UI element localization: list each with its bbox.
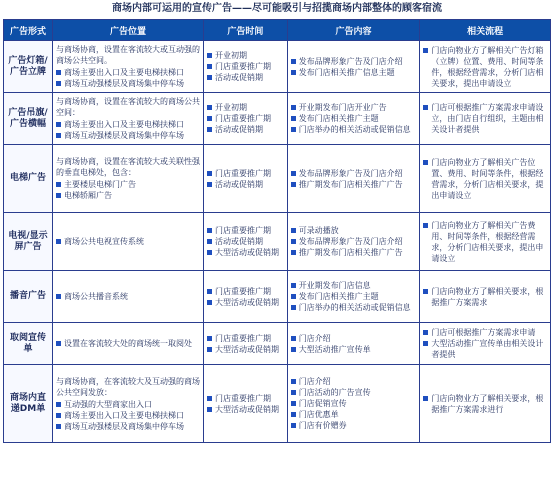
list-item: 发布门店相关推广主题 [291, 113, 417, 124]
content-list [291, 56, 417, 78]
ad-content-cell [287, 213, 420, 271]
list-item: 门店举办的相关活动或促销信息 [291, 124, 417, 135]
ad-content-cell [287, 365, 420, 443]
list-item: 门店重要推广期 [207, 113, 284, 124]
header-flow: 相关流程 [420, 20, 551, 41]
ad-time-cell [204, 213, 288, 271]
list-item: 门店重要推广期 [207, 333, 284, 344]
list-item: 门店向物业方了解相关广告灯箱（立牌）位置、费用、时间等条件，根据经营需求，分析门店相关要求，提出申请设立 [423, 45, 547, 89]
ad-flow-cell [420, 271, 551, 323]
list-item: 活动或促销期 [207, 179, 284, 190]
ad-form-cell: 取阅宣传单 [4, 323, 53, 365]
ad-flow-cell [420, 145, 551, 213]
header-time: 广告时间 [204, 20, 288, 41]
position-list [56, 119, 200, 141]
list-item: 大型活动或促销期 [207, 247, 284, 258]
list-item: 门店向物业方了解相关广告费用、时间等条件，根据经营需求，分析门店相关要求，提出申请设立 [423, 220, 547, 264]
table-row [4, 145, 551, 213]
ad-content-cell [287, 323, 420, 365]
list-item: 大型活动推广宣传单由相关设计者提供 [423, 338, 547, 360]
list-item: 门店优惠单 [291, 409, 417, 420]
list-item: 商场主要出入口及主要电梯扶梯口 [56, 410, 200, 421]
content-list [291, 333, 417, 355]
list-item: 开业初期 [207, 50, 284, 61]
list-item: 互动强的大型商家出入口 [56, 399, 200, 410]
table-row [4, 323, 551, 365]
list-item: 发布品牌形象广告及门店介绍 [291, 236, 417, 247]
list-item: 发布门店相关推广信息主题 [291, 67, 417, 78]
content-list [291, 225, 417, 258]
position-list [56, 236, 200, 247]
time-list [207, 286, 284, 308]
list-item: 门店向物业方了解相关要求，根据推广方案需求进行 [423, 393, 547, 415]
list-item: 开业期发布门店开业广告 [291, 102, 417, 113]
list-item: 开业初期 [207, 102, 284, 113]
time-list [207, 393, 284, 415]
list-item: 大型活动或促销期 [207, 297, 284, 308]
list-item: 大型活动推广宣传单 [291, 344, 417, 355]
position-note: 与商场协商，设置在客流较大的商场公共空间： [55, 97, 200, 117]
position-list [56, 338, 200, 349]
list-item: 门店可根据推广方案需求申请 [423, 327, 547, 338]
list-item: 活动或促销期 [207, 236, 284, 247]
list-item: 门店重要推广期 [207, 61, 284, 72]
ad-time-cell [204, 323, 288, 365]
list-item: 主要楼层电梯门广告 [56, 179, 200, 190]
flow-list [423, 157, 547, 201]
list-item: 门店活动的广告宣传 [291, 387, 417, 398]
content-list [291, 280, 417, 313]
position-list [56, 67, 200, 89]
content-list [291, 376, 417, 431]
header-form: 广告形式 [4, 20, 53, 41]
list-item: 门店促销宣传 [291, 398, 417, 409]
table-row [4, 41, 551, 93]
list-item: 商场主要出入口及主要电梯扶梯口 [56, 119, 200, 130]
list-item: 发布品牌形象广告及门店介绍 [291, 56, 417, 67]
list-item: 商场互动强楼层及商场集中停车场 [56, 130, 200, 141]
ad-position-cell [52, 145, 203, 213]
header-content: 广告内容 [287, 20, 420, 41]
list-item: 商场公共电视宣传系统 [56, 236, 200, 247]
ad-flow-cell [420, 365, 551, 443]
ad-position-cell [52, 365, 203, 443]
ad-time-cell [204, 145, 288, 213]
ad-time-cell [204, 41, 288, 93]
ad-flow-cell [420, 93, 551, 145]
header-position: 广告位置 [52, 20, 203, 41]
flow-list [423, 286, 547, 308]
ad-form-cell: 广告吊旗/广告横幅 [4, 93, 53, 145]
list-item: 开业期发布门店信息 [291, 280, 417, 291]
list-item: 门店举办的相关活动或促销信息 [291, 302, 417, 313]
position-list [56, 399, 200, 432]
list-item: 商场互动强楼层及商场集中停车场 [56, 421, 200, 432]
time-list [207, 102, 284, 135]
ad-form-cell: 电梯广告 [4, 145, 53, 213]
ad-content-cell [287, 271, 420, 323]
list-item: 发布品牌形象广告及门店介绍 [291, 168, 417, 179]
ad-flow-cell [420, 213, 551, 271]
flow-list [423, 327, 547, 360]
ad-time-cell [204, 271, 288, 323]
flow-list [423, 102, 547, 135]
list-item: 门店重要推广期 [207, 393, 284, 404]
list-item: 门店向物业方了解相关要求，根据推广方案需求 [423, 286, 547, 308]
list-item: 门店重要推广期 [207, 168, 284, 179]
list-item: 大型活动或促销期 [207, 344, 284, 355]
ad-form-cell: 电视/显示屏广告 [4, 213, 53, 271]
flow-list [423, 45, 547, 89]
time-list [207, 225, 284, 258]
header-row [4, 20, 551, 41]
ad-content-cell [287, 93, 420, 145]
ad-form-cell: 广告灯箱/广告立牌 [4, 41, 53, 93]
position-list [56, 291, 200, 302]
ad-position-cell [52, 93, 203, 145]
time-list [207, 50, 284, 83]
list-item: 活动或促销期 [207, 72, 284, 83]
ad-content-cell [287, 145, 420, 213]
ad-position-cell [52, 41, 203, 93]
list-item: 门店介绍 [291, 376, 417, 387]
ad-position-cell [52, 323, 203, 365]
ad-position-cell [52, 271, 203, 323]
ad-position-cell [52, 213, 203, 271]
list-item: 商场互动强楼层及商场集中停车场 [56, 78, 200, 89]
ad-flow-cell [420, 41, 551, 93]
time-list [207, 333, 284, 355]
ad-form-cell: 播音广告 [4, 271, 53, 323]
list-item: 门店可根据推广方案需求申请设立，由门店自行组织，主题由相关设计者提供 [423, 102, 547, 135]
list-item: 商场公共播音系统 [56, 291, 200, 302]
list-item: 推广期发布门店相关推广广告 [291, 247, 417, 258]
list-item: 推广期发布门店相关推广广告 [291, 179, 417, 190]
position-note: 与商场协商，设置在客流较大或关联性强的垂直电梯处，包含： [55, 157, 200, 177]
list-item: 设置在客流较大处的商场统一取阅处 [56, 338, 200, 349]
list-item: 门店有价赠券 [291, 420, 417, 431]
ad-time-cell [204, 365, 288, 443]
list-item: 活动或促销期 [207, 124, 284, 135]
position-list [56, 179, 200, 201]
time-list [207, 168, 284, 190]
table-row [4, 213, 551, 271]
list-item: 门店向物业方了解相关广告位置、费用、时间等条件，根据经营需求，分析门店相关要求，提出申请设立 [423, 157, 547, 201]
flow-list [423, 220, 547, 264]
position-note: 与商场协商，设置在客流较大或互动强的商场公共空间。 [55, 45, 200, 65]
list-item: 可录动播放 [291, 225, 417, 236]
position-note: 与商场协商，在客流较大及互动强的商场公共空间发放： [55, 376, 200, 397]
ad-time-cell [204, 93, 288, 145]
ad-table [3, 19, 551, 443]
list-item: 大型活动或促销期 [207, 404, 284, 415]
table-row [4, 271, 551, 323]
flow-list [423, 393, 547, 415]
list-item: 门店重要推广期 [207, 286, 284, 297]
list-item: 门店介绍 [291, 333, 417, 344]
list-item: 电梯轿厢广告 [56, 190, 200, 201]
table-row [4, 93, 551, 145]
content-list [291, 168, 417, 190]
list-item: 商场主要出入口及主要电梯扶梯口 [56, 67, 200, 78]
page-title: 商场内部可运用的宣传广告——尽可能吸引与招揽商场内部整体的顾客宿流 [112, 3, 442, 14]
ad-content-cell [287, 41, 420, 93]
list-item: 门店重要推广期 [207, 225, 284, 236]
content-list [291, 102, 417, 135]
ad-form-cell: 商场内直递DM单 [4, 365, 53, 443]
table-row [4, 365, 551, 443]
ad-flow-cell [420, 323, 551, 365]
list-item: 发布门店相关推广主题 [291, 291, 417, 302]
